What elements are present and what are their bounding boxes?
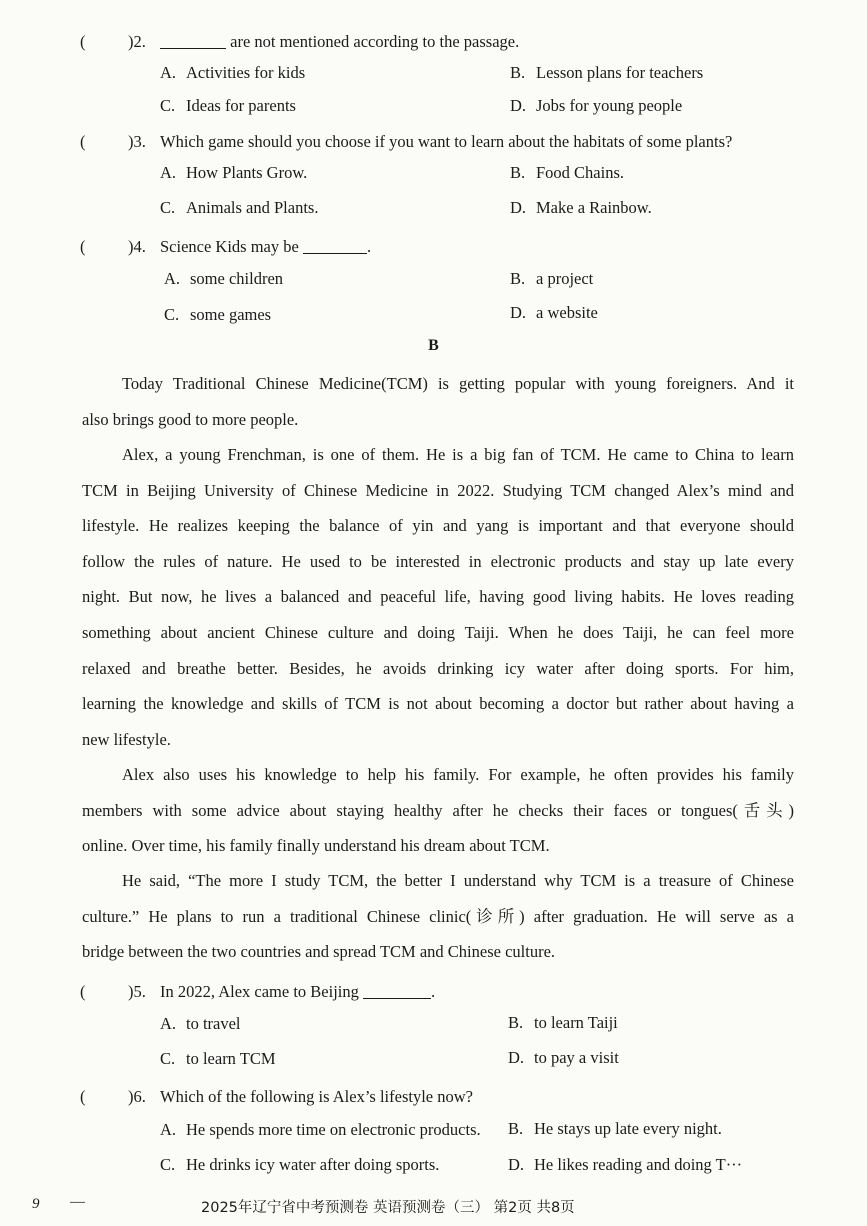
question-5 xyxy=(0,978,867,1008)
answer-paren-open: ( xyxy=(80,982,86,1001)
answer-paren-open: ( xyxy=(80,1087,86,1106)
answer-blank xyxy=(160,32,226,49)
question-2 xyxy=(0,28,867,58)
option-d: D. Make a Rainbow. xyxy=(510,198,652,217)
option-b: B. He stays up late every night. xyxy=(508,1119,722,1138)
option-b: B. a project xyxy=(510,269,594,288)
question-text: Science Kids may be . xyxy=(160,237,372,256)
passage-paragraph-2: Alex, a young Frenchman, is one of them. He is a big fan of TCM. He came to China to learn TCM in Beijing University of Chinese Medicine in 2022. Studying TCM changed Alex’s mind and lifestyle. He realizes keeping the balance of yin and yang is important and that everyone should follow the rules of nature. He used to be interested in electronic products and stay up late every night. But now, he lives a balanced and peaceful life, having good living habits. He loves reading something about ancient Chinese culture and doing Taiji. When he does Taiji, he can feel more relaxed and breathe better. Besides, he avoids drinking icy water after doing sports. For him, learning the knowledge and skills of TCM is not about becoming a doctor but rather about having a new lifestyle. xyxy=(82,445,794,749)
option-a: A. Activities for kids xyxy=(160,63,306,82)
question-text: Which of the following is Alex’s lifestyle now? xyxy=(160,1087,473,1106)
footer-title: 2025年辽宁省中考预测卷 英语预测卷（三） 第2页 共8页 xyxy=(201,1200,575,1216)
question-text: In 2022, Alex came to Beijing . xyxy=(160,982,436,1001)
passage-paragraph-3: Alex also uses his knowledge to help his family. For example, he often provides his family members with some advice about staying healthy after he checks their faces or tongues(舌头) online. Over time, his family finally understand his dream about TCM. xyxy=(82,765,794,856)
answer-blank xyxy=(303,237,367,254)
option-a: A. some children xyxy=(164,269,284,288)
answer-paren-open: ( xyxy=(80,32,86,51)
option-b: B. Food Chains. xyxy=(510,163,625,182)
option-b: B. Lesson plans for teachers xyxy=(510,63,704,82)
question-number: )3. xyxy=(128,132,146,151)
option-c: C. some games xyxy=(164,305,272,324)
option-c: C. Ideas for parents xyxy=(160,96,296,115)
answer-blank xyxy=(363,982,431,999)
option-c: C. to learn TCM xyxy=(160,1049,276,1068)
answer-paren-open: ( xyxy=(80,237,86,256)
question-4 xyxy=(0,233,867,263)
question-number: )6. xyxy=(128,1087,146,1106)
question-number: )2. xyxy=(128,32,146,51)
footer-dash: — xyxy=(70,1194,85,1210)
question-text: are not mentioned according to the passage. xyxy=(160,32,519,52)
option-d: D. Jobs for young people xyxy=(510,96,683,115)
option-a: A. to travel xyxy=(160,1014,241,1033)
page-footer xyxy=(0,1194,867,1222)
option-a: A. He spends more time on electronic products. xyxy=(160,1120,481,1139)
passage-paragraph-4: He said, “The more I study TCM, the better I understand why TCM is a treasure of Chinese culture.” He plans to run a traditional Chinese clinic(诊所) after graduation. He will serve as a bridge between the two countries and spread TCM and Chinese culture. xyxy=(82,871,794,962)
answer-paren-open: ( xyxy=(80,132,86,151)
passage-paragraph-1: Today Traditional Chinese Medicine(TCM) is getting popular with young foreigners. And it also brings good to more people. xyxy=(82,374,794,429)
option-c: C. He drinks icy water after doing sports. xyxy=(160,1155,440,1174)
option-d: D. He likes reading and doing T··· xyxy=(508,1155,743,1174)
question-6 xyxy=(0,1083,867,1113)
option-d: D. to pay a visit xyxy=(508,1048,619,1067)
section-title: B xyxy=(428,337,439,354)
question-number: )4. xyxy=(128,237,146,256)
question-text: Which game should you choose if you want to learn about the habitats of some plants? xyxy=(160,132,733,151)
option-d: D. a website xyxy=(510,303,598,322)
option-c: C. Animals and Plants. xyxy=(160,198,319,217)
option-b: B. to learn Taiji xyxy=(508,1013,618,1032)
question-number: )5. xyxy=(128,982,146,1001)
option-a: A. How Plants Grow. xyxy=(160,163,308,182)
question-3 xyxy=(0,128,867,158)
page-mark: 9 xyxy=(32,1196,40,1212)
